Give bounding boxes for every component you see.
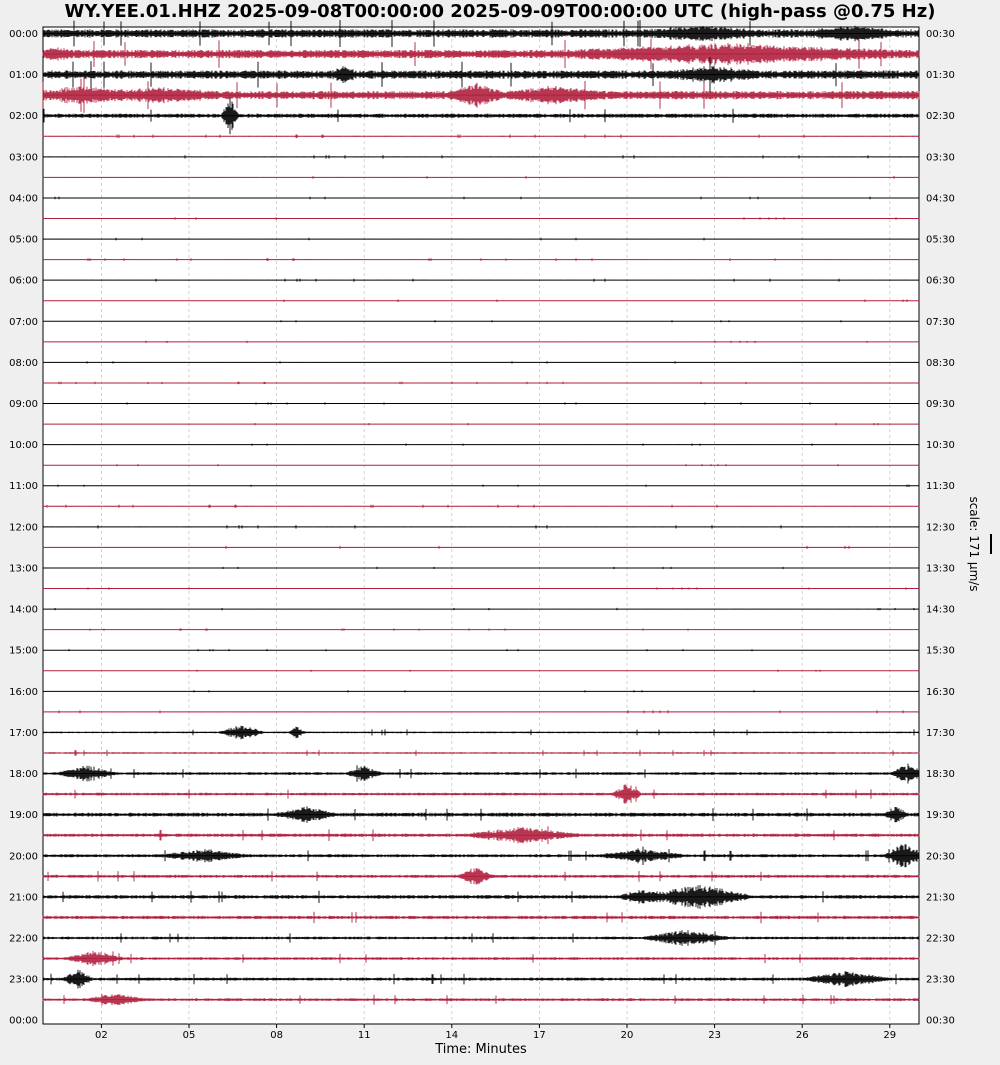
row-label-right: 07:30 — [926, 316, 955, 328]
row-label-left: 00:00 — [9, 1015, 38, 1027]
x-tick-label: 26 — [795, 1030, 809, 1041]
row-label-right: 11:30 — [926, 481, 955, 493]
row-label-left: 15:00 — [9, 645, 38, 657]
x-tick-label: 08 — [270, 1030, 283, 1041]
row-label-left: 09:00 — [9, 399, 38, 411]
row-label-right: 21:30 — [926, 892, 955, 904]
row-label-left: 18:00 — [9, 769, 38, 781]
row-label-left: 21:00 — [9, 892, 38, 904]
row-label-left: 02:00 — [9, 111, 38, 123]
row-label-right: 13:30 — [926, 563, 955, 575]
row-label-right: 22:30 — [926, 933, 955, 945]
row-label-right: 18:30 — [926, 769, 955, 781]
row-label-right: 12:30 — [926, 522, 955, 534]
row-label-left: 12:00 — [9, 522, 38, 534]
row-label-right: 08:30 — [926, 357, 955, 369]
row-label-left: 07:00 — [9, 316, 38, 328]
x-tick-label: 02 — [95, 1030, 108, 1041]
row-label-right: 14:30 — [926, 604, 955, 616]
row-label-right: 16:30 — [926, 686, 955, 698]
row-label-left: 20:00 — [9, 851, 38, 863]
row-label-left: 19:00 — [9, 810, 38, 822]
row-label-left: 16:00 — [9, 686, 38, 698]
row-label-left: 10:00 — [9, 440, 38, 452]
row-label-left: 14:00 — [9, 604, 38, 616]
row-label-left: 03:00 — [9, 152, 38, 164]
x-tick-label: 17 — [533, 1030, 546, 1041]
row-label-right: 01:30 — [926, 70, 955, 82]
row-label-right: 09:30 — [926, 399, 955, 411]
row-label-left: 13:00 — [9, 563, 38, 575]
row-label-right: 17:30 — [926, 727, 955, 739]
row-label-right: 03:30 — [926, 152, 955, 164]
row-label-left: 08:00 — [9, 357, 38, 369]
row-label-left: 22:00 — [9, 933, 38, 945]
row-label-right: 05:30 — [926, 234, 955, 246]
row-label-left: 00:00 — [9, 29, 38, 40]
row-label-right: 15:30 — [926, 645, 955, 657]
row-label-right: 00:30 — [926, 29, 955, 40]
x-tick-label: 23 — [708, 1030, 721, 1041]
scale-label: scale: 171 μm/s — [967, 496, 981, 592]
row-label-right: 19:30 — [926, 810, 955, 822]
chart-title: WY.YEE.01.HHZ 2025-09-08T00:00:00 2025-09-09T00:00:00 UTC (high-pass @0.75 Hz) — [64, 1, 936, 22]
row-label-right: 02:30 — [926, 111, 955, 123]
x-tick-label: 05 — [182, 1030, 196, 1041]
x-tick-label: 29 — [883, 1030, 897, 1041]
row-label-right: 04:30 — [926, 193, 955, 205]
x-tick-label: 14 — [445, 1030, 459, 1041]
row-label-right: 00:30 — [926, 1015, 955, 1027]
row-label-right: 23:30 — [926, 974, 955, 986]
row-label-right: 20:30 — [926, 851, 955, 863]
x-tick-label: 20 — [620, 1030, 634, 1041]
row-label-left: 05:00 — [9, 234, 38, 246]
x-tick-label: 11 — [357, 1030, 371, 1041]
row-label-right: 06:30 — [926, 275, 955, 287]
row-label-left: 11:00 — [9, 481, 38, 493]
row-label-left: 06:00 — [9, 275, 38, 287]
row-label-left: 23:00 — [9, 974, 38, 986]
row-label-right: 10:30 — [926, 440, 955, 452]
row-label-left: 01:00 — [9, 70, 38, 82]
row-label-left: 17:00 — [9, 727, 38, 739]
x-axis-label: Time: Minutes — [435, 1042, 527, 1057]
row-label-left: 04:00 — [9, 193, 38, 205]
